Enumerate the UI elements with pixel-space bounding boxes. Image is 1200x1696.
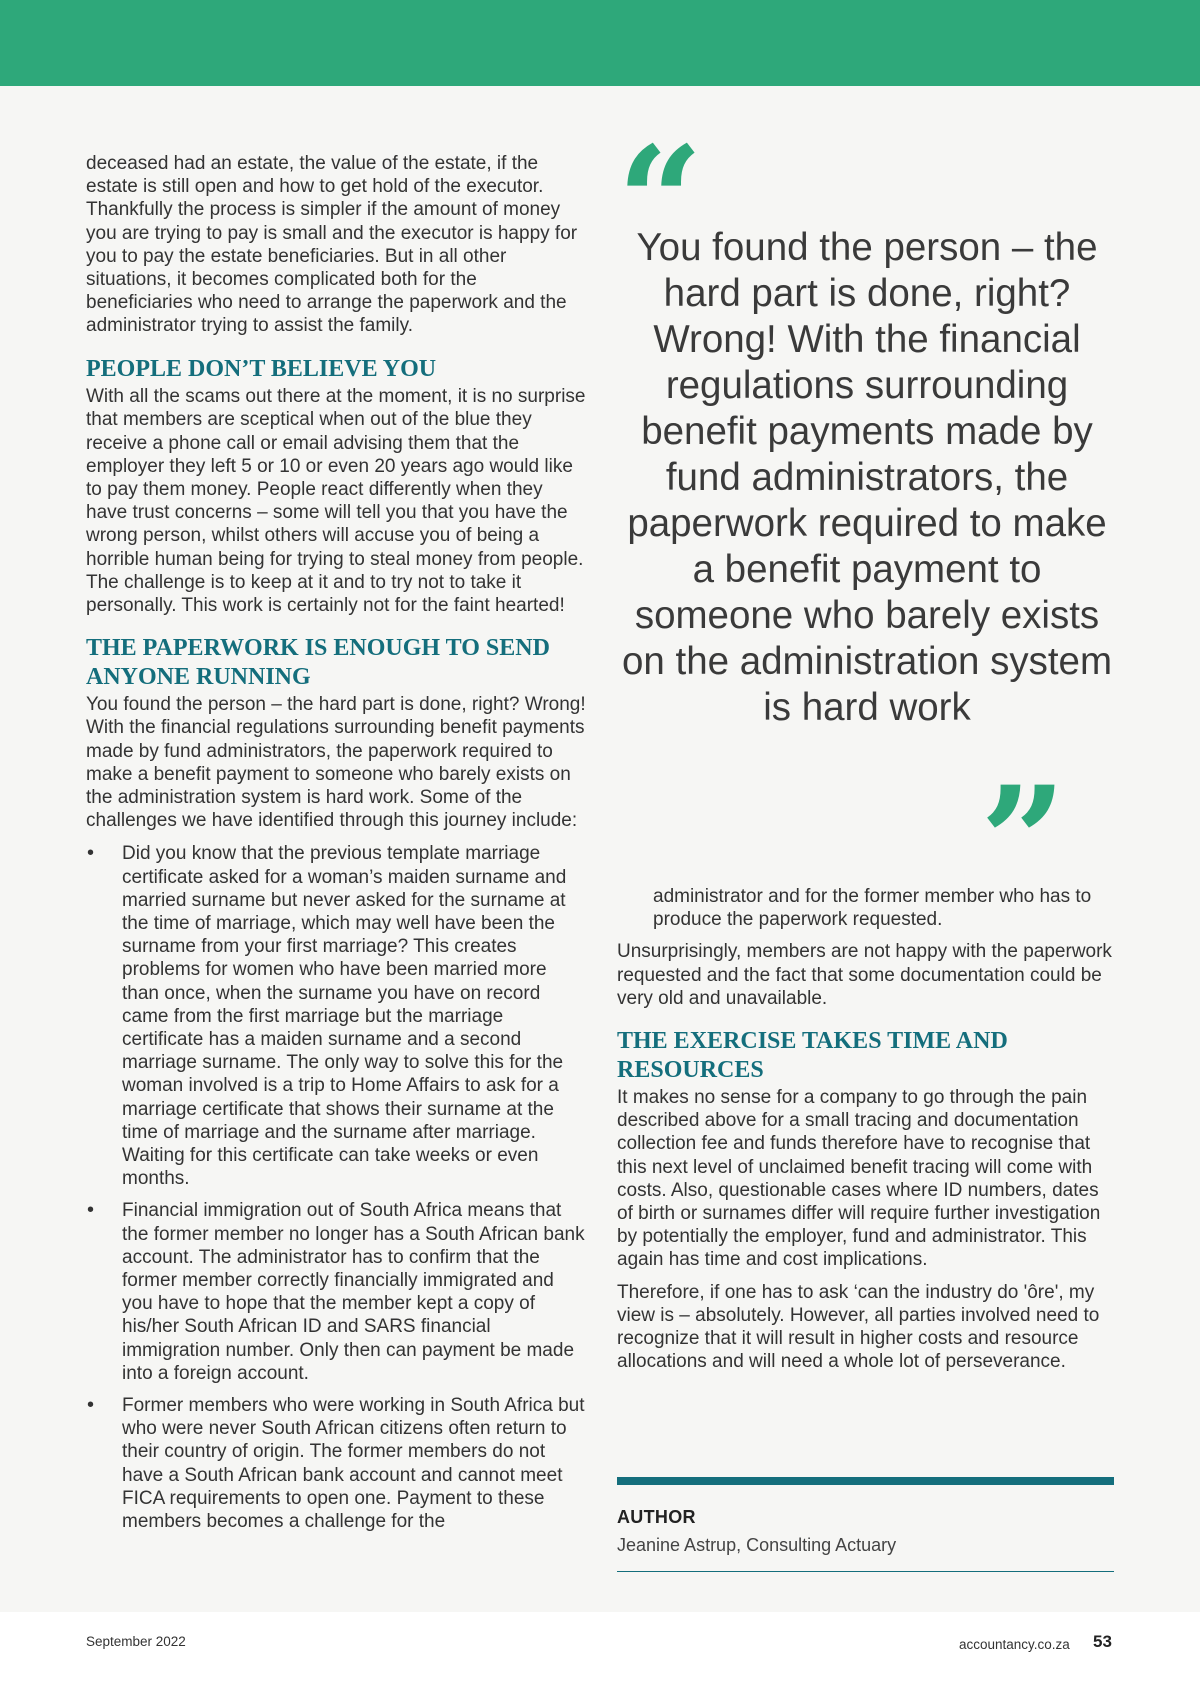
heading-paperwork: THE PAPERWORK IS ENOUGH TO SEND ANYONE RUNNING (86, 635, 550, 690)
author-name: Jeanine Astrup, Consulting Actuary (617, 1535, 897, 1555)
right-column (617, 114, 1117, 1373)
challenges-list (86, 842, 586, 1533)
footer-date: September 2022 (86, 1634, 186, 1649)
intro-paragraph: deceased had an estate, the value of the estate, if the estate is still open and how to get hold of the executor. Thankfully the process is simpler if the amount of money you are trying to pay is small and the executor is happy for you to pay the estate beneficiaries. But in all other situations, it becomes complicated both for the beneficiaries who need to arrange the paperwork and the administrator trying to assist the family. (86, 153, 578, 337)
footer-site-link[interactable]: accountancy.co.za (959, 1637, 1070, 1652)
left-column (86, 152, 586, 1542)
close-quote-icon: ” (980, 754, 1067, 930)
heading-people-dont-believe: PEOPLE DON’T BELIEVE YOU (86, 355, 437, 382)
pull-quote-text: You found the person – the hard part is done, right? Wrong! With the financial regulations surrounding benefit payments made by fund administrators, the paperwork required to make a benefit payment to someone who barely exists on the administration system is hard work (621, 226, 1113, 729)
paragraph-paperwork: You found the person – the hard part is done, right? Wrong! With the financial regulations surrounding benefit payments made by fund administrators, the paperwork required to make a benefit payment to someone who barely exists on the administration system is hard work. Some of the challenges we have identified through this journey include: (86, 694, 586, 832)
top-color-band (0, 0, 1200, 86)
author-label: AUTHOR (617, 1507, 696, 1527)
paragraph-unsurprisingly: Unsurprisingly, members are not happy with the paperwork requested and the fact that some documentation could be very old and unavailable. (617, 941, 1112, 1009)
footer (0, 1612, 1200, 1696)
author-top-rule (617, 1477, 1114, 1485)
list-item: • Former members who were working in South Africa but who were never South African citizens often return to their country of origin. The former members do not have a South African bank account and cannot meet FICA requirements to open one. Payment to these members becomes a challenge for the (86, 1394, 586, 1533)
list-item: • Financial immigration out of South Africa means that the former member no longer has a South African bank account. The administrator has to confirm that the former member correctly financially immigrated and you have to hope that the member kept a copy of his/her South African ID and SARS financial immigration number. Only then can payment be made into a foreign account. (86, 1199, 586, 1385)
paragraph-scams: With all the scams out there at the moment, it is no surprise that members are sceptical when out of the blue they receive a phone call or email advising them that the employer they left 5 or 10 or even 20 years ago would like to pay them money. People react differently when they have trust concerns – some will tell you that you have the wrong person, whilst others will accuse you of being a horrible human being for trying to steal money from people. The challenge is to keep at it and to try not to take it personally. This work is certainly not for the faint hearted! (86, 386, 586, 616)
heading-exercise: THE EXERCISE TAKES TIME AND RESOURCES (617, 1028, 1008, 1083)
paragraph-no-sense: It makes no sense for a company to go through the pain described above for a small tracing and documentation collection fee and funds therefore have to recognise that this next level of unclaimed benefit tracing will come with costs. Also, questionable cases where ID numbers, dates of birth or surnames differ will require further investigation by potentially the employer, fund and administrator. This again has time and cost implications. (617, 1087, 1101, 1271)
page-number: 53 (1093, 1632, 1112, 1651)
list-item: • Did you know that the previous template marriage certificate asked for a woman’s maiden surname and married surname but never asked for the surname at the time of marriage, which may well have been the surname from your first marriage? This creates problems for women who have been married more than once, when the surname you have on record came from the first marriage but the marriage certificate has a maiden surname and a second marriage surname. The only way to solve this for the woman involved is a trip to Home Affairs to ask for a marriage certificate that shows their surname at the time of marriage and the surname after marriage. Waiting for this certificate can take weeks or even months. (86, 842, 586, 1190)
bullet-continuation: administrator and for the former member who has to produce the paperwork requested. (653, 886, 1092, 931)
paragraph-therefore: Therefore, if one has to ask ‘can the industry do 'ôre', my view is – absolutely. However, all parties involved need to recognize that it will result in higher costs and resource allocations and will need a whole lot of perseverance. (617, 1281, 1100, 1373)
open-quote-icon: “ (617, 114, 704, 290)
author-bottom-rule (617, 1571, 1114, 1572)
